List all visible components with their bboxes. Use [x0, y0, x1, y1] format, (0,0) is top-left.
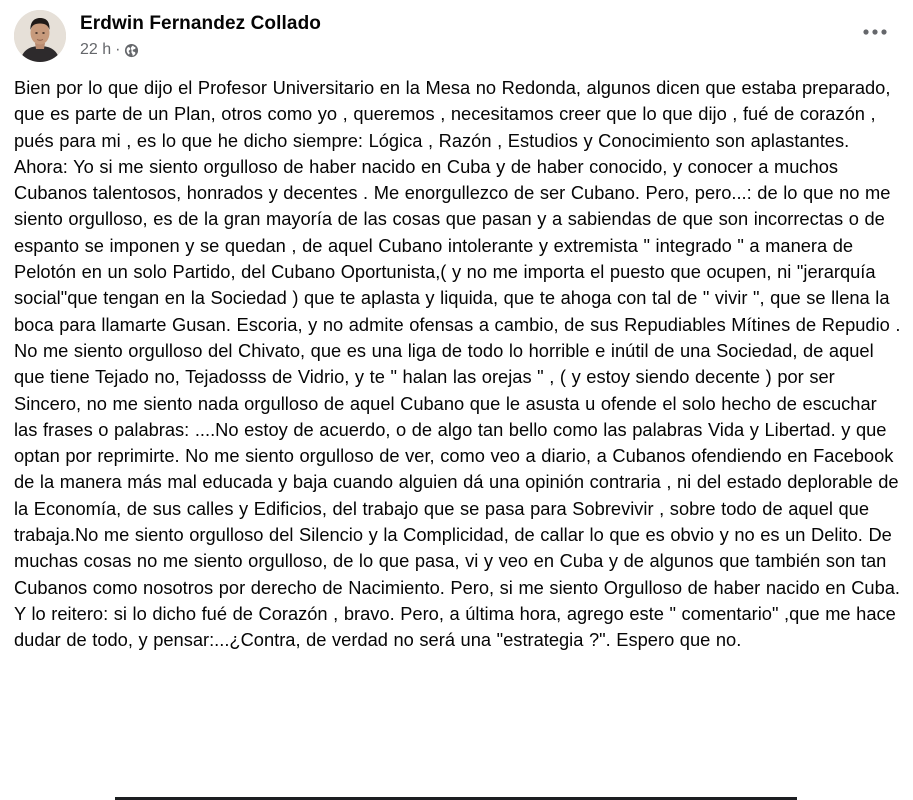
post-text: Bien por lo que dijo el Profesor Universitario en la Mesa no Redonda, algunos dicen que estaba preparado, que es parte de un Plan, otros como yo , queremos , necesitamos creer que lo que dijo , fué de corazón , pués para mi , es lo que he dicho siempre: Lógica , Razón , Estudios y Conocimiento son aplastantes. Ahora: Yo si me siento orgulloso de haber nacido en Cuba y de haber conocido, y conocer a muchos Cubanos talentosos, honrados y decentes . Me enorgullezco de ser Cubano. Pero, pero...: de lo que no me siento orgulloso, es de la gran mayoría de las cosas que pasan y a sabiendas de que son incorrectas o de espanto se imponen y se quedan , de aquel Cubano intolerante y extremista " integrado " a manera de Pelotón en un solo Partido, del Cubano Oportunista,( y no me importa el puesto que ocupen, ni "jerarquía social"que tengan en la Sociedad ) que te aplasta y liquida, que te ahoga con tal de " vivir ", que se llena la boca para llamarte Gusan. Escoria, y no admite ofensas a cambio, de sus Repudiables Mítines de Repudio . No me siento orgulloso del Chivato, que es una liga de todo lo horrible e inútil de una Sociedad, de aquel que tiene Tejado no, Tejadosss de Vidrio, y te " halan las orejas " , ( y estoy siendo decente ) por ser Sincero, no me siento nada orgulloso de aquel Cubano que le asusta u ofende el solo hecho de escuchar las frases o palabras: ....No estoy de acuerdo, o de algo tan bello como las palabras Vida y Libertad. y que optan por reprimirte. No me siento orgulloso de ver, como veo a diario, a Cubanos ofendiendo en Facebook de la manera más mal educada y baja cuando alguien dá una opinión contraria , ni del estado deplorable de la Economía, de sus calles y Edificios, del trabajo que se pasa para Sobrevivir , sobre todo de aquel que trabaja.No me siento orgulloso del Silencio y la Complicidad, de callar lo que es obvio y no es un Delito. De muchas cosas no me siento orgulloso, de lo que pasa, vi y veo en Cuba y de algunos que también son tan Cubanos como nosotros por derecho de Nacimiento. Pero, si me siento Orgulloso de haber nacido en Cuba. Y lo reitero: si lo dicho fué de Corazón , bravo. Pero, a última hora, agrego este " comentario" ,que me hace dudar de todo, y pensar:...¿Contra, de verdad no será una "estrategia ?". Espero que no.: [14, 77, 901, 651]
avatar[interactable]: [14, 10, 66, 62]
post-subline: [80, 40, 321, 60]
post-meta: [80, 12, 321, 60]
globe-icon[interactable]: [124, 43, 139, 58]
separator-dot: ·: [115, 41, 121, 58]
author-name[interactable]: Erdwin Fernandez Collado: [80, 13, 321, 34]
post-timestamp[interactable]: 22 h: [80, 41, 112, 58]
more-horizontal-icon: [863, 29, 887, 35]
more-options-button[interactable]: [855, 20, 895, 44]
post-header: [14, 8, 321, 64]
avatar-photo-icon: [14, 10, 66, 62]
